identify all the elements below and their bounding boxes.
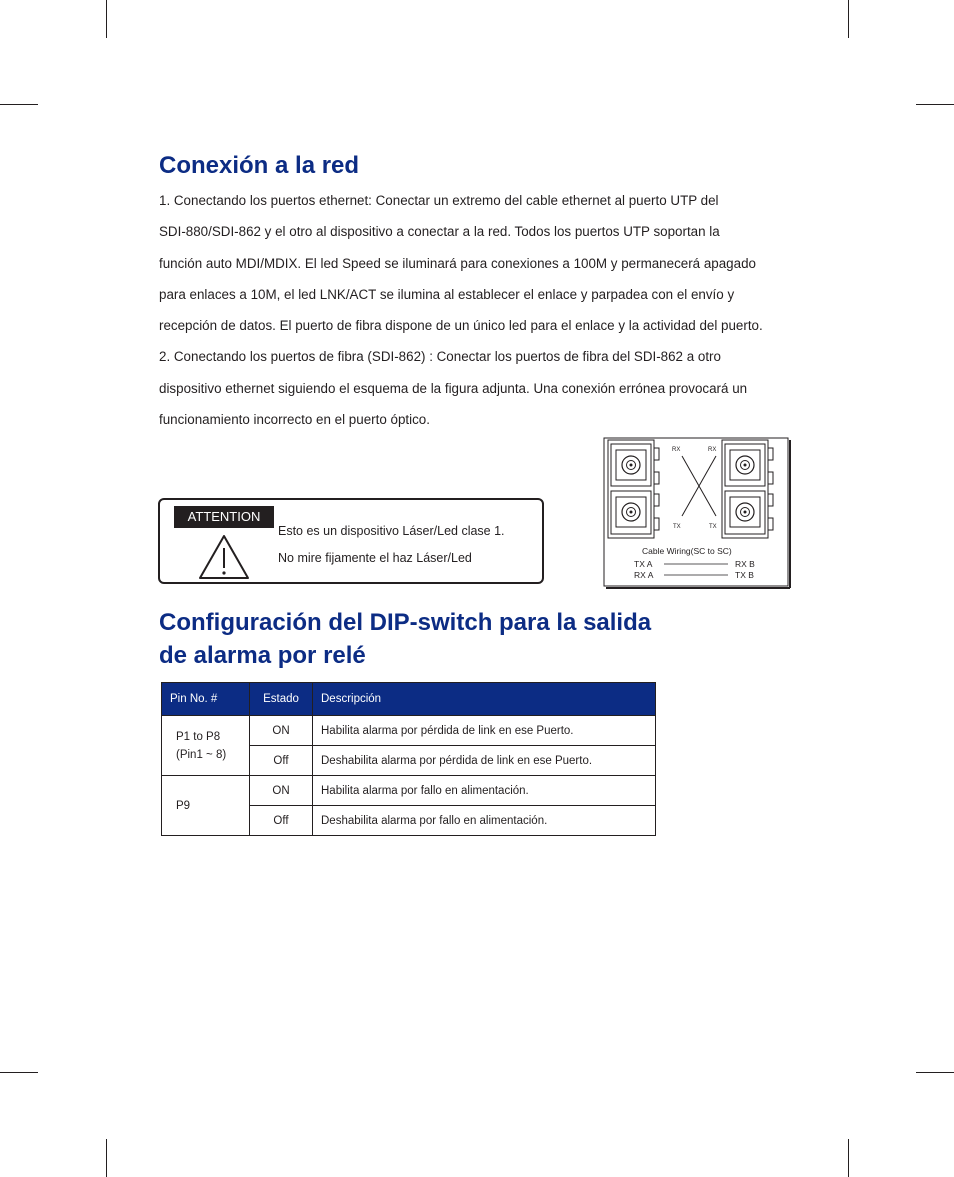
table-header-row <box>162 683 656 716</box>
header-state: Estado <box>250 683 313 716</box>
header-description: Descripción <box>313 683 656 716</box>
diagram-caption: Cable Wiring(SC to SC) <box>642 546 732 556</box>
paragraph-line: 2. Conectando los puertos de fibra (SDI-862) : Conectar los puertos de fibra del SDI-862 a otro <box>159 349 721 365</box>
crop-mark <box>0 1072 38 1073</box>
attention-box <box>158 498 544 584</box>
row1-left-label: TX A <box>634 559 653 569</box>
attention-line-1: Esto es un dispositivo Láser/Led clase 1. <box>278 524 505 538</box>
state-cell: Off <box>250 806 313 836</box>
row2-right-label: TX B <box>735 570 754 580</box>
crop-mark <box>106 1139 107 1177</box>
left-sc-connector <box>608 440 659 538</box>
paragraph-line: SDI-880/SDI-862 y el otro al dispositivo a conectar a la red. Todos los puertos UTP soportan la <box>159 224 720 240</box>
paragraph-line: 1. Conectando los puertos ethernet: Conectar un extremo del cable ethernet al puerto UTP del <box>159 193 719 208</box>
crop-mark <box>0 104 38 105</box>
paragraph-line: función auto MDI/MDIX. El led Speed se iluminará para conexiones a 100M y permanecerá apagado <box>159 255 756 271</box>
crop-mark <box>916 104 954 105</box>
pin-sublabel: (Pin1 ~ 8) <box>176 748 227 761</box>
paragraph-line: recepción de datos. El puerto de fibra dispone de un único led para el enlace y la actividad del puerto. <box>159 318 763 334</box>
crop-mark <box>848 0 849 38</box>
dip-title-line-2: de alarma por relé <box>159 642 366 669</box>
table-row <box>162 716 656 746</box>
crop-mark <box>106 0 107 38</box>
paragraph-line: dispositivo ethernet siguiendo el esquema de la figura adjunta. Una conexión errónea provocará un <box>159 380 748 396</box>
pin-cell <box>162 716 250 776</box>
crop-mark <box>916 1072 954 1073</box>
dip-switch-table <box>161 682 656 836</box>
attention-line-2: No mire fijamente el haz Láser/Led <box>278 551 472 565</box>
row1-right-label: RX B <box>735 559 755 569</box>
description-cell: Deshabilita alarma por pérdida de link en ese Puerto. <box>313 746 656 776</box>
label-rx-right: RX <box>708 447 717 453</box>
pin-cell: P9 <box>162 776 250 836</box>
section-title-network: Conexión a la red <box>159 152 360 179</box>
header-pin: Pin No. # <box>162 683 250 716</box>
warning-triangle-icon <box>198 534 250 580</box>
paragraph-line: funcionamiento incorrecto en el puerto óptico. <box>159 412 430 428</box>
state-cell: ON <box>250 776 313 806</box>
table-row <box>162 776 656 806</box>
description-cell: Habilita alarma por pérdida de link en ese Puerto. <box>313 716 656 746</box>
state-cell: ON <box>250 716 313 746</box>
attention-label: ATTENTION <box>174 506 274 528</box>
right-sc-connector <box>722 440 773 538</box>
paragraph-line: para enlaces a 10M, el led LNK/ACT se ilumina al establecer el enlace y parpadea con el envío y <box>159 286 735 302</box>
section-title-dip-switch <box>159 606 651 672</box>
label-tx-left: TX <box>673 524 681 530</box>
label-rx-left: RX <box>672 447 681 453</box>
fiber-wiring-diagram <box>600 436 795 592</box>
dip-title-line-1: Configuración del DIP-switch para la salida <box>159 609 652 636</box>
crop-mark <box>848 1139 849 1177</box>
network-paragraph <box>159 185 819 435</box>
label-tx-right: TX <box>709 524 717 530</box>
description-cell: Habilita alarma por fallo en alimentación. <box>313 776 656 806</box>
state-cell: Off <box>250 746 313 776</box>
row2-left-label: RX A <box>634 570 654 580</box>
pin-label: P1 to P8 <box>176 730 221 743</box>
description-cell: Deshabilita alarma por fallo en alimentación. <box>313 806 656 836</box>
